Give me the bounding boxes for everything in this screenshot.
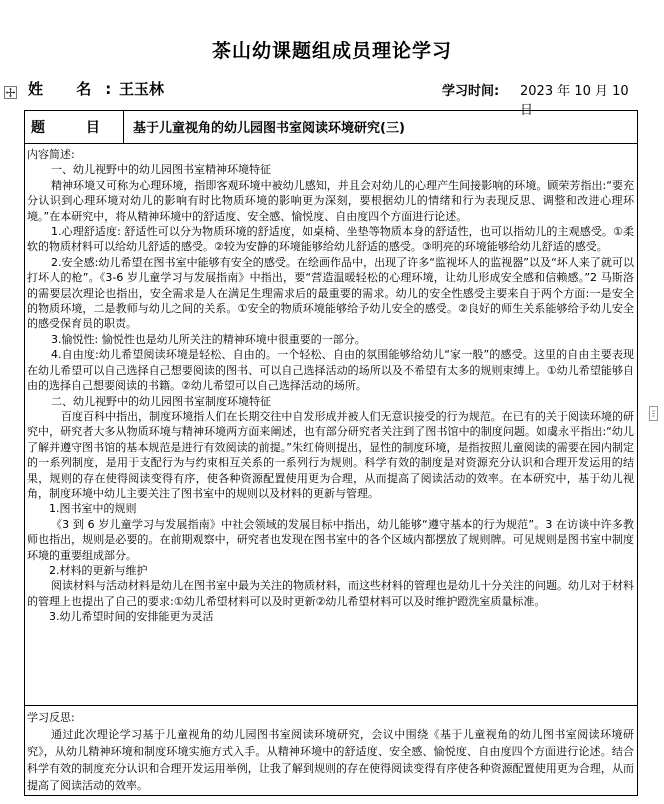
paragraph-spiritual-environment: 精神环境又可称为心理环境，指即客观环境中被幼儿感知，并且会对幼儿的心理产生间接影响的环境。顾荣芳指出:“要充分认识到心理环境对幼儿的影响有时比物质环境的影响更为深刻，要根据幼儿的情绪和行为表现反思、调整和改进心理环境。”在本研究中，将从精神环境中的舒适度、安全感、愉悦度、自由度四个方面进行论述。	[27, 178, 634, 223]
subject-divider	[123, 111, 124, 143]
subject-label: 题 目	[31, 120, 118, 136]
reflection-cell	[25, 705, 637, 796]
document-title: 茶山幼课题组成员理论学习	[211, 40, 452, 62]
content-cell	[27, 147, 634, 705]
study-record-table	[24, 110, 638, 796]
name-label: 姓 名:	[28, 80, 126, 98]
subheading-materials: 2.材料的更新与维护	[49, 563, 148, 577]
content-label: 内容简述:	[27, 148, 75, 161]
table-move-handle-icon[interactable]	[4, 86, 17, 99]
date-value: 2023 年 10 月 10 日	[520, 84, 629, 118]
paragraph-comfort: 1.心理舒适度: 舒适性可以分为物质环境的舒适度，如桌椅、坐垫等物质本身的舒适性，也可以指幼儿的主观感受。①柔软的物质材料可以给幼儿舒适的感受。②较为安静的环境能够给幼儿舒适的感受。③明亮的环境能够给幼儿舒适的感受。	[27, 225, 634, 254]
paragraph-institutional-environment: 百度百科中指出，制度环境指人们在长期交往中自发形成并被人们无意识接受的行为规范。在已有的关于阅读环境的研究中，研究者大多从物质环境与精神环境两方面来阐述，也有部分研究者关注到了图书馆中的制度问题。如虞永平指出:“幼儿了解并遵守图书馆的基本规范是进行有效阅读的前提。”朱红倚则提出，显性的制度环境，是指按照儿童阅读的需要在园内制定的一系列制度，是用于支配行为与约束相互关系的一系列行为规则。科学有效的制度是对资源充分认识和合理开发运用的结果，规则的存在使得阅读变得有序，使各种资源配置使用更为合理，从而提高了阅读活动的效率。在本研究中，基于幼儿视角，制度环境中幼儿主要关注了图书室中的规则以及材料的更新与管理。	[27, 409, 634, 500]
subheading-rules: 1.图书室中的规则	[49, 502, 137, 516]
paragraph-security: 2.安全感:幼儿希望在图书室中能够有安全的感受。在绘画作品中，出现了许多“监视坏人的监视器”以及“坏人来了就可以打坏人的枪”。《3-6 岁儿童学习与发展指南》中指出，要“营造温暖轻松的心理环境，让幼儿形成安全感和信赖感。”2 马斯洛的需要层次理论也指出，安全需求是人在满足生理需求后的最重要的需求。幼儿的安全性感受主要来自于两个方面:一是安全的物质环境，二是教师与幼儿之间的关系。①安全的物质环境能够给予幼儿安全的感受。②良好的师生关系能够给予幼儿安全的感受保育员的职责。	[27, 255, 634, 331]
section-2-title: 二、幼儿视野中的幼儿园图书室制度环境特征	[51, 394, 271, 408]
name-value: 王玉林	[119, 80, 165, 98]
scroll-handle-icon[interactable]	[649, 406, 658, 421]
section-1-title: 一、幼儿视野中的幼儿园图书室精神环境特征	[51, 163, 271, 177]
paragraph-materials: 阅读材料与活动材料是幼儿在图书室中最为关注的物质材料，而这些材料的管理也是幼儿十分关注的问题。幼儿对于材料的管理上也提出了自己的要求:①幼儿希望材料可以及时更新②幼儿希望材料可以及时维护蹬洗室质量标准。	[27, 579, 634, 608]
paragraph-rules: 《3 到 6 岁儿童学习与发展指南》中社会领域的发展目标中指出，幼儿能够“遵守基本的行为规范”。3 在访谈中许多教师也指出，规则是必要的。在前期观察中，研究者也发现在图书室中的各个区域内都摆放了规则牌。可见规则是图书室中制度环境的重要组成部分。	[27, 517, 634, 562]
reflection-label: 学习反思:	[27, 711, 75, 724]
paragraph-freedom: 4.自由度:幼儿希望阅读环境是轻松、自由的。一个轻松、自由的氛围能够给幼儿“家一般”的感受。这里的自由主要表现在幼儿希望可以自己选择自己想要阅读的图书、可以自己选择活动的场所以及不希望有太多的规则束缚上。①幼儿希望能够自由的选择自己想要阅读的书籍。②幼儿希望可以自己选择活动的场所。	[27, 348, 634, 393]
subject-value: 基于儿童视角的幼儿园图书室阅读环境研究(三)	[133, 121, 405, 136]
paragraph-pleasure: 3.愉悦性: 愉悦性也是幼儿所关注的精神环境中很重要的一部分。	[51, 332, 366, 346]
name-date-row	[24, 78, 638, 118]
subheading-time: 3.幼儿希望时间的安排能更为灵活	[49, 610, 214, 624]
reflection-text: 通过此次理论学习基于儿童视角的幼儿园图书室阅读环境研究，会议中围绕《基于儿童视角的幼儿图书室阅读环境研究》，从幼儿精神环境和制度环境实施方式入手。从精神环境中的舒适度、安全感、愉悦度、自由度四个方面进行论述。结合科学有效的制度充分认识和合理开发运用举例，让我了解到规则的存在使得阅读变得有序使各种资源配置使用更为合理，从而提高了阅读活动的效率。	[27, 728, 634, 792]
subject-row	[25, 111, 637, 144]
date-label: 学习时间:	[442, 84, 500, 99]
